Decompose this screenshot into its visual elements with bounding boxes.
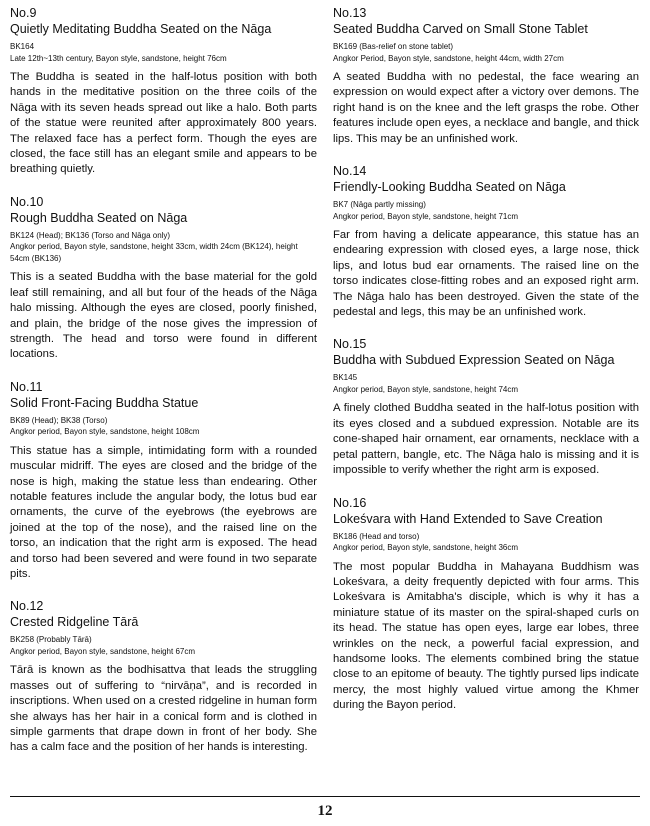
entry-description: The most popular Buddha in Mahayana Buddhism was Lokeśvara, a deity frequently depicted with four arms. This Lokeśvara is Amitabha's disciple, which is why it has a miniature statue of its master on the spiral-shaped curls on its head. The statue has open eyes, large ear lobes, three wrinkles on the neck, a powerful facial expression, and handsome looks. The elements combined bring the statue close to an epitome of beauty. The tightly pursed lips indicate mercy, the most highly valued virtue among the Khmer during the Bayon period.	[333, 560, 639, 712]
entry-details: Angkor period, Bayon style, sandstone, height 71cm	[333, 211, 518, 221]
entry-meta	[10, 634, 317, 657]
entry-details: Angkor period, Bayon style, sandstone, height 74cm	[333, 384, 518, 394]
entry-number: No.15	[333, 337, 367, 352]
entry-meta	[333, 199, 639, 222]
entry-number: No.10	[10, 194, 44, 209]
entry-id: BK164	[10, 42, 35, 51]
entry-meta	[333, 531, 639, 554]
entry-description: A seated Buddha with no pedestal, the face wearing an expression on would expect after a victory over demons. The right hand is on the knee and the left grasps the robe. Other features include open eyes, a necklace and bangle, and thick lips. This may be an unfinished work.	[333, 71, 639, 145]
entry-meta	[10, 415, 317, 438]
entry-details: Late 12th~13th century, Bayon style, sandstone, height 76cm	[10, 53, 227, 63]
entry-id: BK169 (Bas-relief on stone tablet)	[333, 42, 454, 51]
catalog-entry	[333, 337, 639, 478]
entry-description: Far from having a delicate appearance, this statue has an endearing expression with closed eyes, a large nose, thick lips, and lotus bud ear ornaments. The raised line on the torso indicates close-fitting robes and an exposed right arm. The Nāga halo has been destroyed. Given the state of the pedestal and legs, this may be an unfinished work.	[333, 229, 639, 319]
entry-details: Angkor period, Bayon style, sandstone, height 108cm	[10, 427, 200, 437]
entry-id: BK258 (Probably Tārā)	[10, 635, 92, 645]
entry-number: No.14	[333, 164, 367, 179]
entry-number: No.9	[10, 6, 37, 20]
entry-number: No.12	[10, 599, 44, 614]
entry-id: BK124 (Head); BK136 (Torso and Nāga only)	[10, 230, 171, 240]
catalog-entry	[10, 380, 317, 583]
catalog-entry	[333, 6, 639, 147]
entry-meta	[333, 41, 639, 64]
catalog-entry	[333, 164, 639, 320]
entry-description: A finely clothed Buddha seated in the half-lotus position with its eyes closed and a subdued expression. Notable are its cone-shaped hair ornament, ear ornaments, necklace with a petal pattern, bangle, etc. The Nāga halo is missing and it is impossible to verify whether the right arm is exposed.	[333, 402, 639, 477]
entry-id: BK145	[333, 373, 358, 383]
entry-meta	[10, 230, 317, 265]
entry-description: This is a seated Buddha with the base material for the gold leaf still remaining, and all but four of the heads of the Nāga halo missing. Although the eyes are closed, poorly finished, and plain, the bridge of the nose gives the impression of strength. The head and torso were found in different locations.	[10, 271, 317, 361]
footer-divider	[10, 796, 640, 797]
entry-title: Seated Buddha Carved on Small Stone Tablet	[333, 22, 588, 36]
left-column	[10, 6, 317, 773]
entry-id: BK7 (Nāga partly missing)	[333, 200, 426, 210]
entry-title: Crested Ridgeline Tārā	[10, 615, 139, 630]
entry-title: Quietly Meditating Buddha Seated on the Nāga	[10, 22, 272, 36]
entry-meta	[10, 41, 317, 64]
catalog-entry	[10, 195, 317, 363]
entry-number: No.13	[333, 6, 367, 20]
entry-details: Angkor period, Bayon style, sandstone, height 33cm, width 24cm (BK124), height 54cm (BK136)	[10, 242, 298, 263]
right-column	[333, 6, 639, 731]
entry-details: Angkor Period, Bayon style, sandstone, height 44cm, width 27cm	[333, 53, 564, 63]
entry-meta	[333, 372, 639, 395]
entry-details: Angkor period, Bayon style, sandstone, height 36cm	[333, 543, 518, 552]
entry-id: BK89 (Head); BK38 (Torso)	[10, 415, 108, 425]
catalog-entry	[10, 599, 317, 755]
page-number: 12	[317, 803, 333, 819]
entry-number: No.11	[10, 379, 43, 394]
entry-number: No.16	[333, 495, 367, 510]
entry-details: Angkor period, Bayon style, sandstone, height 67cm	[10, 646, 195, 656]
entry-title: Solid Front-Facing Buddha Statue	[10, 395, 199, 410]
entry-description: Tārā is known as the bodhisattva that leads the struggling masses out of suffering to “nirvāṇa”, and is recorded in inscriptions. When used on a crested ridgeline in human form she always has her hair in a conical form and is clothed in simple garments that drape down in front of her body. She has a calm face and the position of her hands is interesting.	[10, 664, 317, 754]
entry-title: Friendly-Looking Buddha Seated on Nāga	[333, 180, 566, 195]
entry-description: This statue has a simple, intimidating form with a rounded muscular midriff. The eyes are closed and the bridge of the nose is high, making the statue less than endearing. Other notable features include the angular body, the lotus bud ear ornaments, the curve of the eyebrows (the eyebrows are joined at the top of the nose), and the raised line on the torso, an indication that the right arm is exposed. The head and torso had been severed and were found in two separate pits.	[10, 444, 317, 581]
catalog-entry	[10, 6, 317, 178]
entry-title: Buddha with Subdued Expression Seated on Nāga	[333, 353, 615, 368]
entry-id: BK186 (Head and torso)	[333, 531, 420, 541]
entry-description: The Buddha is seated in the half-lotus position with both hands in the meditative position on the three coils of the Nāga with its seven heads spread out like a halo. Both parts of the statue were reunited after approximately 800 years. The relaxed face has a perfect form. Though the eyes are closed, the face still has an elegant smile and appears to be breathing quietly.	[10, 71, 317, 176]
catalog-entry	[333, 496, 639, 714]
entry-title: Rough Buddha Seated on Nāga	[10, 210, 188, 225]
entry-title: Lokeśvara with Hand Extended to Save Creation	[333, 511, 603, 526]
